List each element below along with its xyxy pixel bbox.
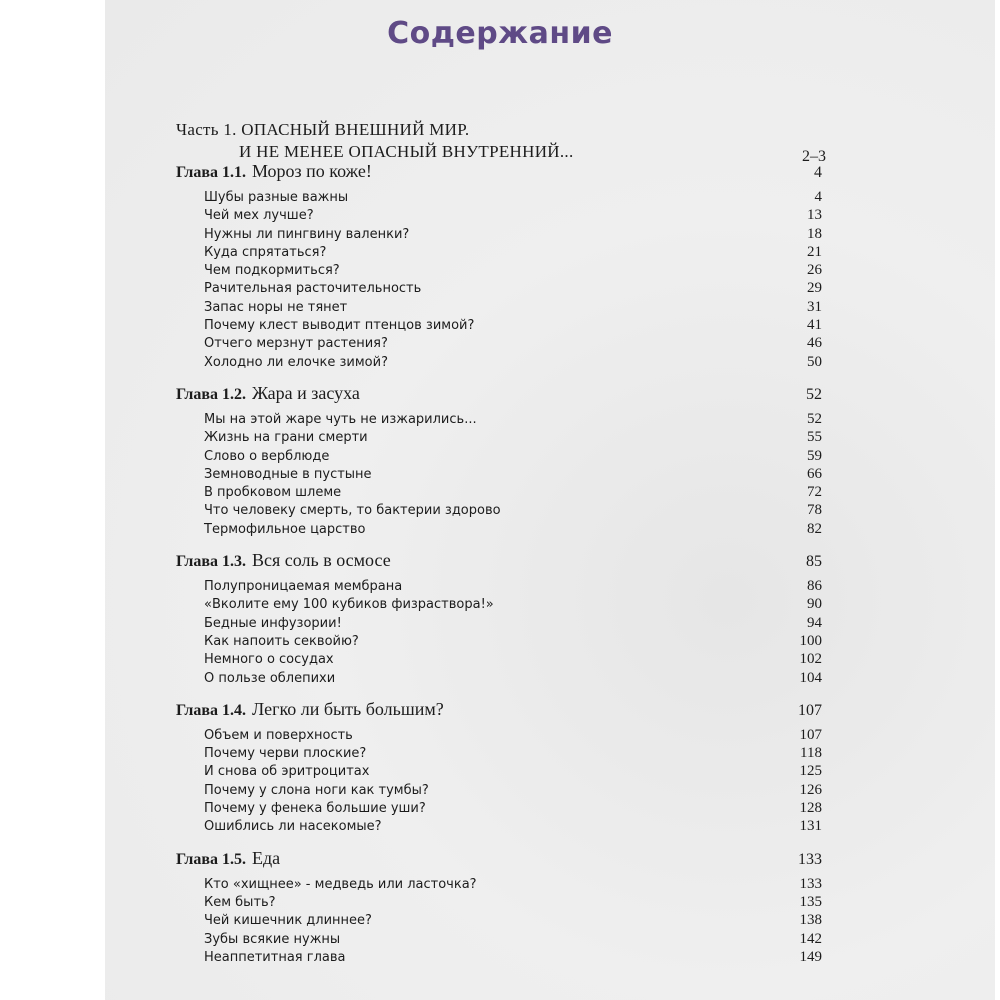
chapter-items (204, 410, 822, 538)
toc-entry (204, 243, 822, 261)
toc-entry-page: 125 (799, 763, 822, 780)
toc-entry (204, 669, 822, 687)
toc-entry (204, 577, 822, 595)
chapter-title: Мороз по коже! (252, 161, 372, 181)
toc-entry-title: Немного о сосудах (204, 652, 334, 668)
toc-entry (204, 520, 822, 538)
toc-entry (204, 817, 822, 835)
toc-entry-title: Слово о верблюде (204, 448, 330, 464)
chapter-gap (176, 538, 822, 549)
page-title: Содержание (387, 16, 613, 51)
toc-entry-page: 133 (799, 875, 822, 892)
table-of-contents (176, 160, 822, 966)
toc-entry-page: 52 (807, 410, 822, 427)
toc-entry (204, 650, 822, 668)
chapter-title: Еда (252, 847, 281, 868)
toc-entry-title: Кем быть? (204, 894, 276, 910)
chapter-heading (176, 160, 822, 182)
chapter-number: Глава 1.3. (176, 553, 246, 571)
toc-entry-page: 94 (807, 614, 822, 631)
chapter-heading-text (176, 382, 360, 406)
toc-entry-page: 142 (799, 930, 822, 947)
toc-entry (204, 483, 822, 501)
toc-entry-title: Рачительная расточительность (204, 281, 422, 297)
toc-entry-page: 131 (799, 818, 822, 835)
toc-entry (204, 744, 822, 762)
toc-entry (204, 632, 822, 650)
chapter-heading-text (176, 160, 372, 184)
toc-entry (204, 353, 822, 371)
toc-entry-title: Что человеку смерть, то бактерии здорово (204, 503, 501, 519)
chapter-heading-text (176, 847, 280, 871)
part-heading (176, 120, 826, 165)
toc-entry (204, 279, 822, 297)
toc-entry (204, 447, 822, 465)
toc-entry-title: В пробковом шлеме (204, 485, 342, 501)
chapter-number: Глава 1.1. (176, 164, 246, 181)
toc-entry (204, 410, 822, 428)
toc-entry-title: Почему у слона ноги как тумбы? (204, 782, 429, 798)
toc-entry-title: Кто «хищнее» - медведь или ласточка? (204, 876, 477, 892)
toc-entry-title: Запас норы не тянет (204, 299, 348, 315)
chapter-section (176, 549, 822, 687)
toc-entry-page: 72 (807, 484, 822, 501)
toc-entry-page: 82 (807, 520, 822, 537)
toc-entry-title: Холодно ли елочке зимой? (204, 354, 388, 370)
toc-entry (204, 781, 822, 799)
toc-entry-title: Отчего мерзнут растения? (204, 336, 388, 352)
toc-entry-page: 107 (799, 726, 822, 743)
toc-entry (204, 316, 822, 334)
chapter-section (176, 160, 822, 371)
toc-entry-title: Почему у фенека большие уши? (204, 801, 426, 817)
toc-entry-title: Неаппетитная глава (204, 949, 346, 965)
toc-entry (204, 298, 822, 316)
toc-entry-page: 126 (799, 781, 822, 798)
chapter-number: Глава 1.5. (176, 850, 246, 868)
toc-entry (204, 501, 822, 519)
chapter-gap (176, 687, 822, 698)
toc-entry-page: 31 (807, 298, 822, 315)
toc-entry (204, 188, 822, 206)
toc-entry-page: 26 (807, 262, 822, 279)
toc-entry-title: Ошиблись ли насекомые? (204, 819, 382, 835)
chapter-items (204, 577, 822, 687)
toc-entry-title: Мы на этой жаре чуть не изжарились... (204, 411, 477, 427)
chapter-gap (176, 836, 822, 847)
chapter-section (176, 382, 822, 538)
toc-entry-page: 59 (807, 447, 822, 464)
toc-entry-page: 149 (799, 948, 822, 965)
toc-entry (204, 948, 822, 966)
chapter-heading (176, 698, 822, 720)
chapter-heading (176, 382, 822, 404)
toc-entry-page: 50 (807, 353, 822, 370)
toc-entry-page: 78 (807, 502, 822, 519)
toc-entry-title: «Вколите ему 100 кубиков физраствора!» (204, 597, 494, 613)
toc-entry (204, 614, 822, 632)
chapter-items (204, 726, 822, 836)
chapter-section (176, 698, 822, 836)
toc-entry (204, 799, 822, 817)
toc-entry-title: Земноводные в пустыне (204, 466, 372, 482)
toc-entry (204, 930, 822, 948)
chapter-number: Глава 1.4. (176, 701, 246, 719)
toc-entry (204, 726, 822, 744)
toc-entry-title: Нужны ли пингвину валенки? (204, 226, 410, 242)
toc-entry (204, 225, 822, 243)
chapter-title: Вся соль в осмосе (252, 550, 391, 571)
chapter-page-number: 52 (806, 385, 822, 403)
toc-entry-page: 55 (807, 429, 822, 446)
part-title-line2: И НЕ МЕНЕЕ ОПАСНЫЙ ВНУТРЕННИЙ... (239, 142, 574, 161)
toc-entry-title: И снова об эритроцитах (204, 764, 370, 780)
toc-entry (204, 465, 822, 483)
toc-entry-title: Куда спрятаться? (204, 244, 327, 260)
chapter-heading (176, 549, 822, 571)
toc-entry-page: 41 (807, 317, 822, 334)
part-page-number: 2–3 (802, 148, 826, 165)
toc-entry-page: 4 (814, 189, 822, 205)
toc-entry-title: Объем и поверхность (204, 727, 353, 743)
toc-entry (204, 875, 822, 893)
toc-entry-title: Чей кишечник длиннее? (204, 913, 372, 929)
toc-entry-title: Жизнь на грани смерти (204, 430, 368, 446)
chapter-page-number: 133 (798, 850, 822, 868)
toc-entry-title: О пользе облепихи (204, 670, 336, 686)
toc-entry-page: 18 (807, 225, 822, 242)
toc-entry-title: Как напоить секвойю? (204, 633, 359, 649)
toc-entry (204, 595, 822, 613)
chapter-page-number: 85 (806, 553, 822, 571)
toc-entry-page: 135 (799, 893, 822, 910)
toc-entry (204, 428, 822, 446)
toc-entry-page: 102 (799, 651, 822, 668)
toc-entry-page: 66 (807, 465, 822, 482)
toc-entry (204, 762, 822, 780)
chapter-items (204, 875, 822, 966)
toc-entry (204, 893, 822, 911)
chapter-items (204, 188, 822, 371)
toc-entry-title: Бедные инфузории! (204, 615, 342, 631)
toc-entry-page: 90 (807, 596, 822, 613)
toc-entry-title: Почему черви плоские? (204, 746, 367, 762)
chapter-title: Жара и засуха (252, 382, 360, 403)
toc-entry-title: Чем подкормиться? (204, 263, 340, 279)
toc-entry (204, 334, 822, 352)
toc-entry-page: 13 (807, 207, 822, 224)
chapter-number: Глава 1.2. (176, 385, 246, 403)
toc-entry-page: 138 (799, 912, 822, 929)
chapter-page-number: 4 (814, 164, 822, 181)
chapter-heading (176, 847, 822, 869)
chapter-section (176, 847, 822, 966)
chapter-gap (176, 371, 822, 382)
toc-entry-page: 100 (799, 632, 822, 649)
toc-entry-title: Зубы всякие нужны (204, 931, 341, 947)
toc-entry-page: 128 (799, 800, 822, 817)
toc-entry-page: 118 (800, 745, 822, 762)
toc-entry (204, 911, 822, 929)
chapter-heading-text (176, 698, 444, 722)
part-title-line1: Часть 1. ОПАСНЫЙ ВНЕШНИЙ МИР. (176, 120, 470, 139)
toc-entry-page: 86 (807, 578, 822, 595)
toc-entry-title: Почему клест выводит птенцов зимой? (204, 318, 475, 334)
chapter-heading-text (176, 549, 391, 573)
chapter-title: Легко ли быть большим? (252, 698, 444, 719)
toc-entry-page: 21 (807, 243, 822, 260)
toc-entry-page: 104 (799, 669, 822, 686)
toc-entry-title: Шубы разные важны (204, 190, 349, 205)
toc-entry-page: 46 (807, 335, 822, 352)
toc-entry-title: Чей мех лучше? (204, 208, 314, 224)
chapter-page-number: 107 (798, 701, 822, 719)
toc-entry (204, 261, 822, 279)
toc-entry-title: Полупроницаемая мембрана (204, 579, 403, 595)
toc-entry-title: Термофильное царство (204, 521, 366, 537)
toc-entry (204, 206, 822, 224)
toc-entry-page: 29 (807, 280, 822, 297)
